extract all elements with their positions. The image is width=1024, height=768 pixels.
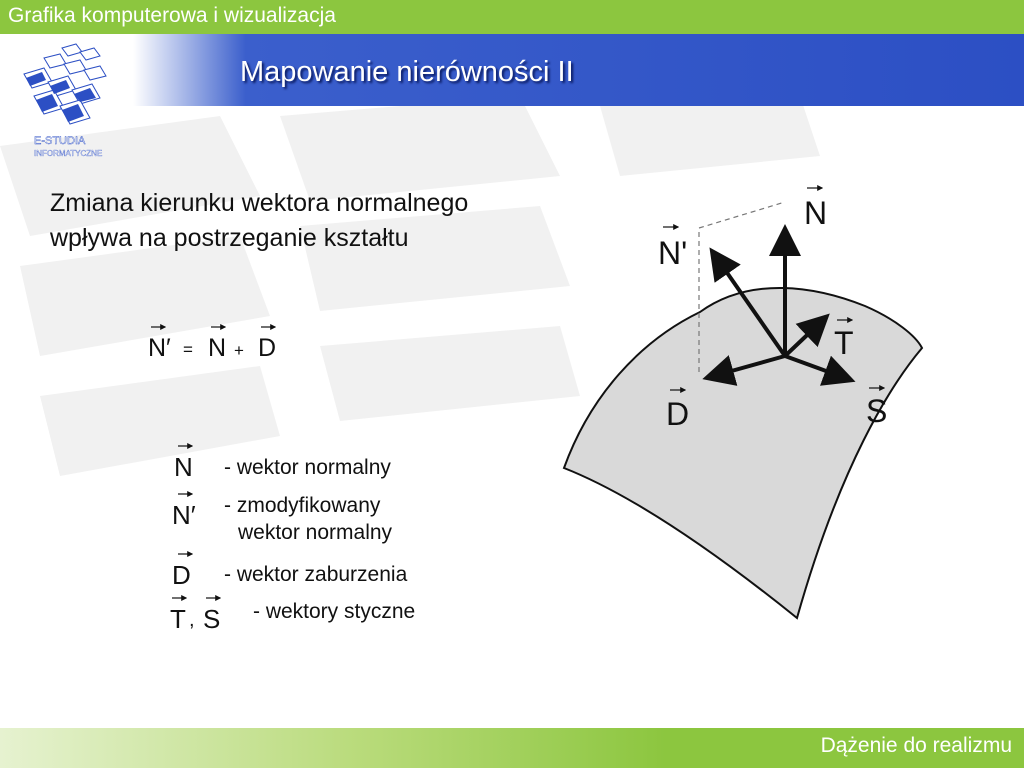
label-s: S bbox=[866, 393, 888, 429]
intro-line-2: wpływa na postrzeganie kształtu bbox=[50, 224, 409, 252]
svg-text:,: , bbox=[189, 609, 195, 631]
e-studia-logo bbox=[14, 40, 126, 162]
legend-desc-d: - wektor zaburzenia bbox=[224, 563, 408, 586]
legend-desc-n-prime bbox=[224, 492, 392, 546]
legend-symbol-t-s bbox=[166, 592, 236, 636]
label-n-prime: N' bbox=[658, 235, 688, 271]
legend-desc-n-prime-line-2: wektor normalny bbox=[238, 521, 393, 544]
formula bbox=[140, 318, 300, 364]
label-t: T bbox=[834, 325, 854, 361]
surface bbox=[564, 288, 922, 618]
svg-text:S: S bbox=[203, 604, 221, 634]
slide-title: Mapowanie nierówności II bbox=[240, 56, 574, 88]
svg-text:N: N bbox=[174, 452, 193, 480]
formula-term2: D bbox=[258, 334, 277, 362]
formula-lhs: N′ bbox=[148, 334, 171, 362]
logo-line2: INFORMATYCZNE bbox=[34, 149, 103, 158]
dashed-line-top bbox=[699, 202, 785, 228]
svg-text:T: T bbox=[170, 604, 186, 634]
label-d: D bbox=[666, 396, 690, 432]
intro-line-1: Zmiana kierunku wektora normalnego bbox=[50, 189, 469, 217]
footer-text: Dążenie do realizmu bbox=[820, 734, 1012, 757]
legend-symbol-d bbox=[168, 548, 228, 588]
formula-term1: N bbox=[208, 334, 227, 362]
formula-equals: = bbox=[183, 340, 193, 359]
formula-plus: + bbox=[234, 341, 244, 360]
legend-desc-n-prime-line-1: - zmodyfikowany bbox=[224, 494, 381, 517]
svg-text:D: D bbox=[172, 560, 191, 588]
footer-bar bbox=[0, 728, 1024, 768]
legend-symbol-n bbox=[168, 440, 228, 480]
legend-symbol-n-prime bbox=[168, 488, 228, 528]
vector-diagram bbox=[560, 176, 924, 626]
svg-text:N′: N′ bbox=[172, 500, 196, 528]
legend-desc-t-s: - wektory styczne bbox=[253, 600, 416, 623]
label-n: N bbox=[804, 195, 828, 231]
course-title: Grafika komputerowa i wizualizacja bbox=[8, 4, 336, 27]
legend-desc-n: - wektor normalny bbox=[224, 456, 391, 479]
header-bar bbox=[0, 0, 1024, 34]
intro-text bbox=[50, 186, 468, 256]
logo-line1: E-STUDIA bbox=[34, 135, 86, 147]
